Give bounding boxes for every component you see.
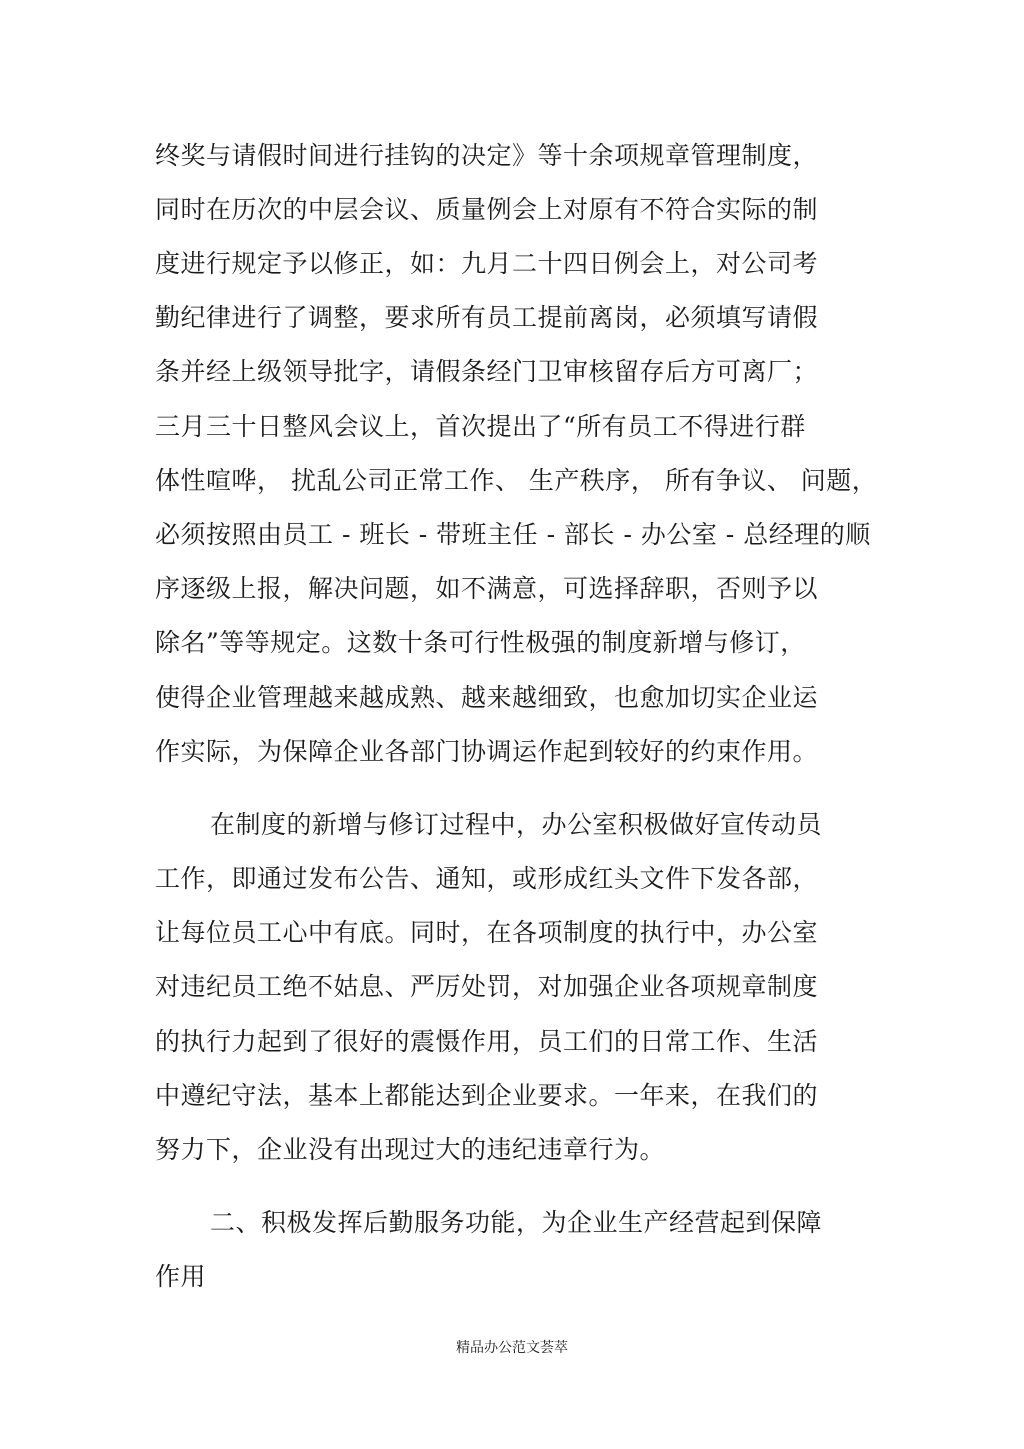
paragraph-2-line-5: 的执行力起到了很好的震慑作用，员工们的日常工作、生活: [155, 1027, 819, 1056]
paragraph-1-line-12: 作实际，为保障企业各部门协调运作起到较好的约束作用。: [155, 737, 819, 766]
paragraph-2-line-7: 努力下，企业没有出现过大的违纪违章行为。: [155, 1135, 666, 1164]
paragraph-2-line-2: 工作，即通过发布公告、通知，或形成红头文件下发各部，: [155, 864, 819, 893]
paragraph-1-line-7: 体性喧哗， 扰乱公司正常工作、 生产秩序， 所有争议、 问题，: [155, 466, 878, 495]
paragraph-1-line-9: 序逐级上报，解决问题，如不满意，可选择辞职，否则予以: [155, 574, 819, 603]
paragraph-1-line-11: 使得企业管理越来越成熟、越来越细致，也愈加切实企业运: [155, 683, 819, 712]
page-footer: 精品办公范文荟萃: [456, 1340, 568, 1356]
paragraph-1-line-3: 度进行规定予以修正，如：九月二十四日例会上，对公司考: [155, 249, 819, 278]
paragraph-1-line-10: 除名”等等规定。这数十条可行性极强的制度新增与修订，: [155, 628, 806, 657]
paragraph-1-line-5: 条并经上级领导批字，请假条经门卫审核留存后方可离厂；: [155, 357, 819, 386]
section-heading-line-2: 作用: [155, 1262, 207, 1291]
section-heading-line-1: 二、积极发挥后勤服务功能，为企业生产经营起到保障: [210, 1208, 823, 1237]
paragraph-1-line-6: 三月三十日整风会议上，首次提出了“所有员工不得进行群: [155, 412, 806, 441]
paragraph-2-line-6: 中遵纪守法，基本上都能达到企业要求。一年来，在我们的: [155, 1081, 819, 1110]
paragraph-1-line-8: 必须按照由员工 - 班长 - 带班主任 - 部长 - 办公室 - 总经理的顺: [155, 520, 871, 549]
paragraph-2-line-1: 在制度的新增与修订过程中，办公室积极做好宣传动员: [210, 810, 823, 839]
paragraph-1-line-4: 勤纪律进行了调整，要求所有员工提前离岗，必须填写请假: [155, 303, 819, 332]
paragraph-2-line-3: 让每位员工心中有底。同时，在各项制度的执行中，办公室: [155, 918, 819, 947]
paragraph-2-line-4: 对违纪员工绝不姑息、严厉处罚，对加强企业各项规章制度: [155, 972, 819, 1001]
paragraph-1-line-1: 终奖与请假时间进行挂钩的决定》等十余项规章管理制度，: [155, 141, 819, 170]
paragraph-1-line-2: 同时在历次的中层会议、质量例会上对原有不符合实际的制: [155, 195, 819, 224]
